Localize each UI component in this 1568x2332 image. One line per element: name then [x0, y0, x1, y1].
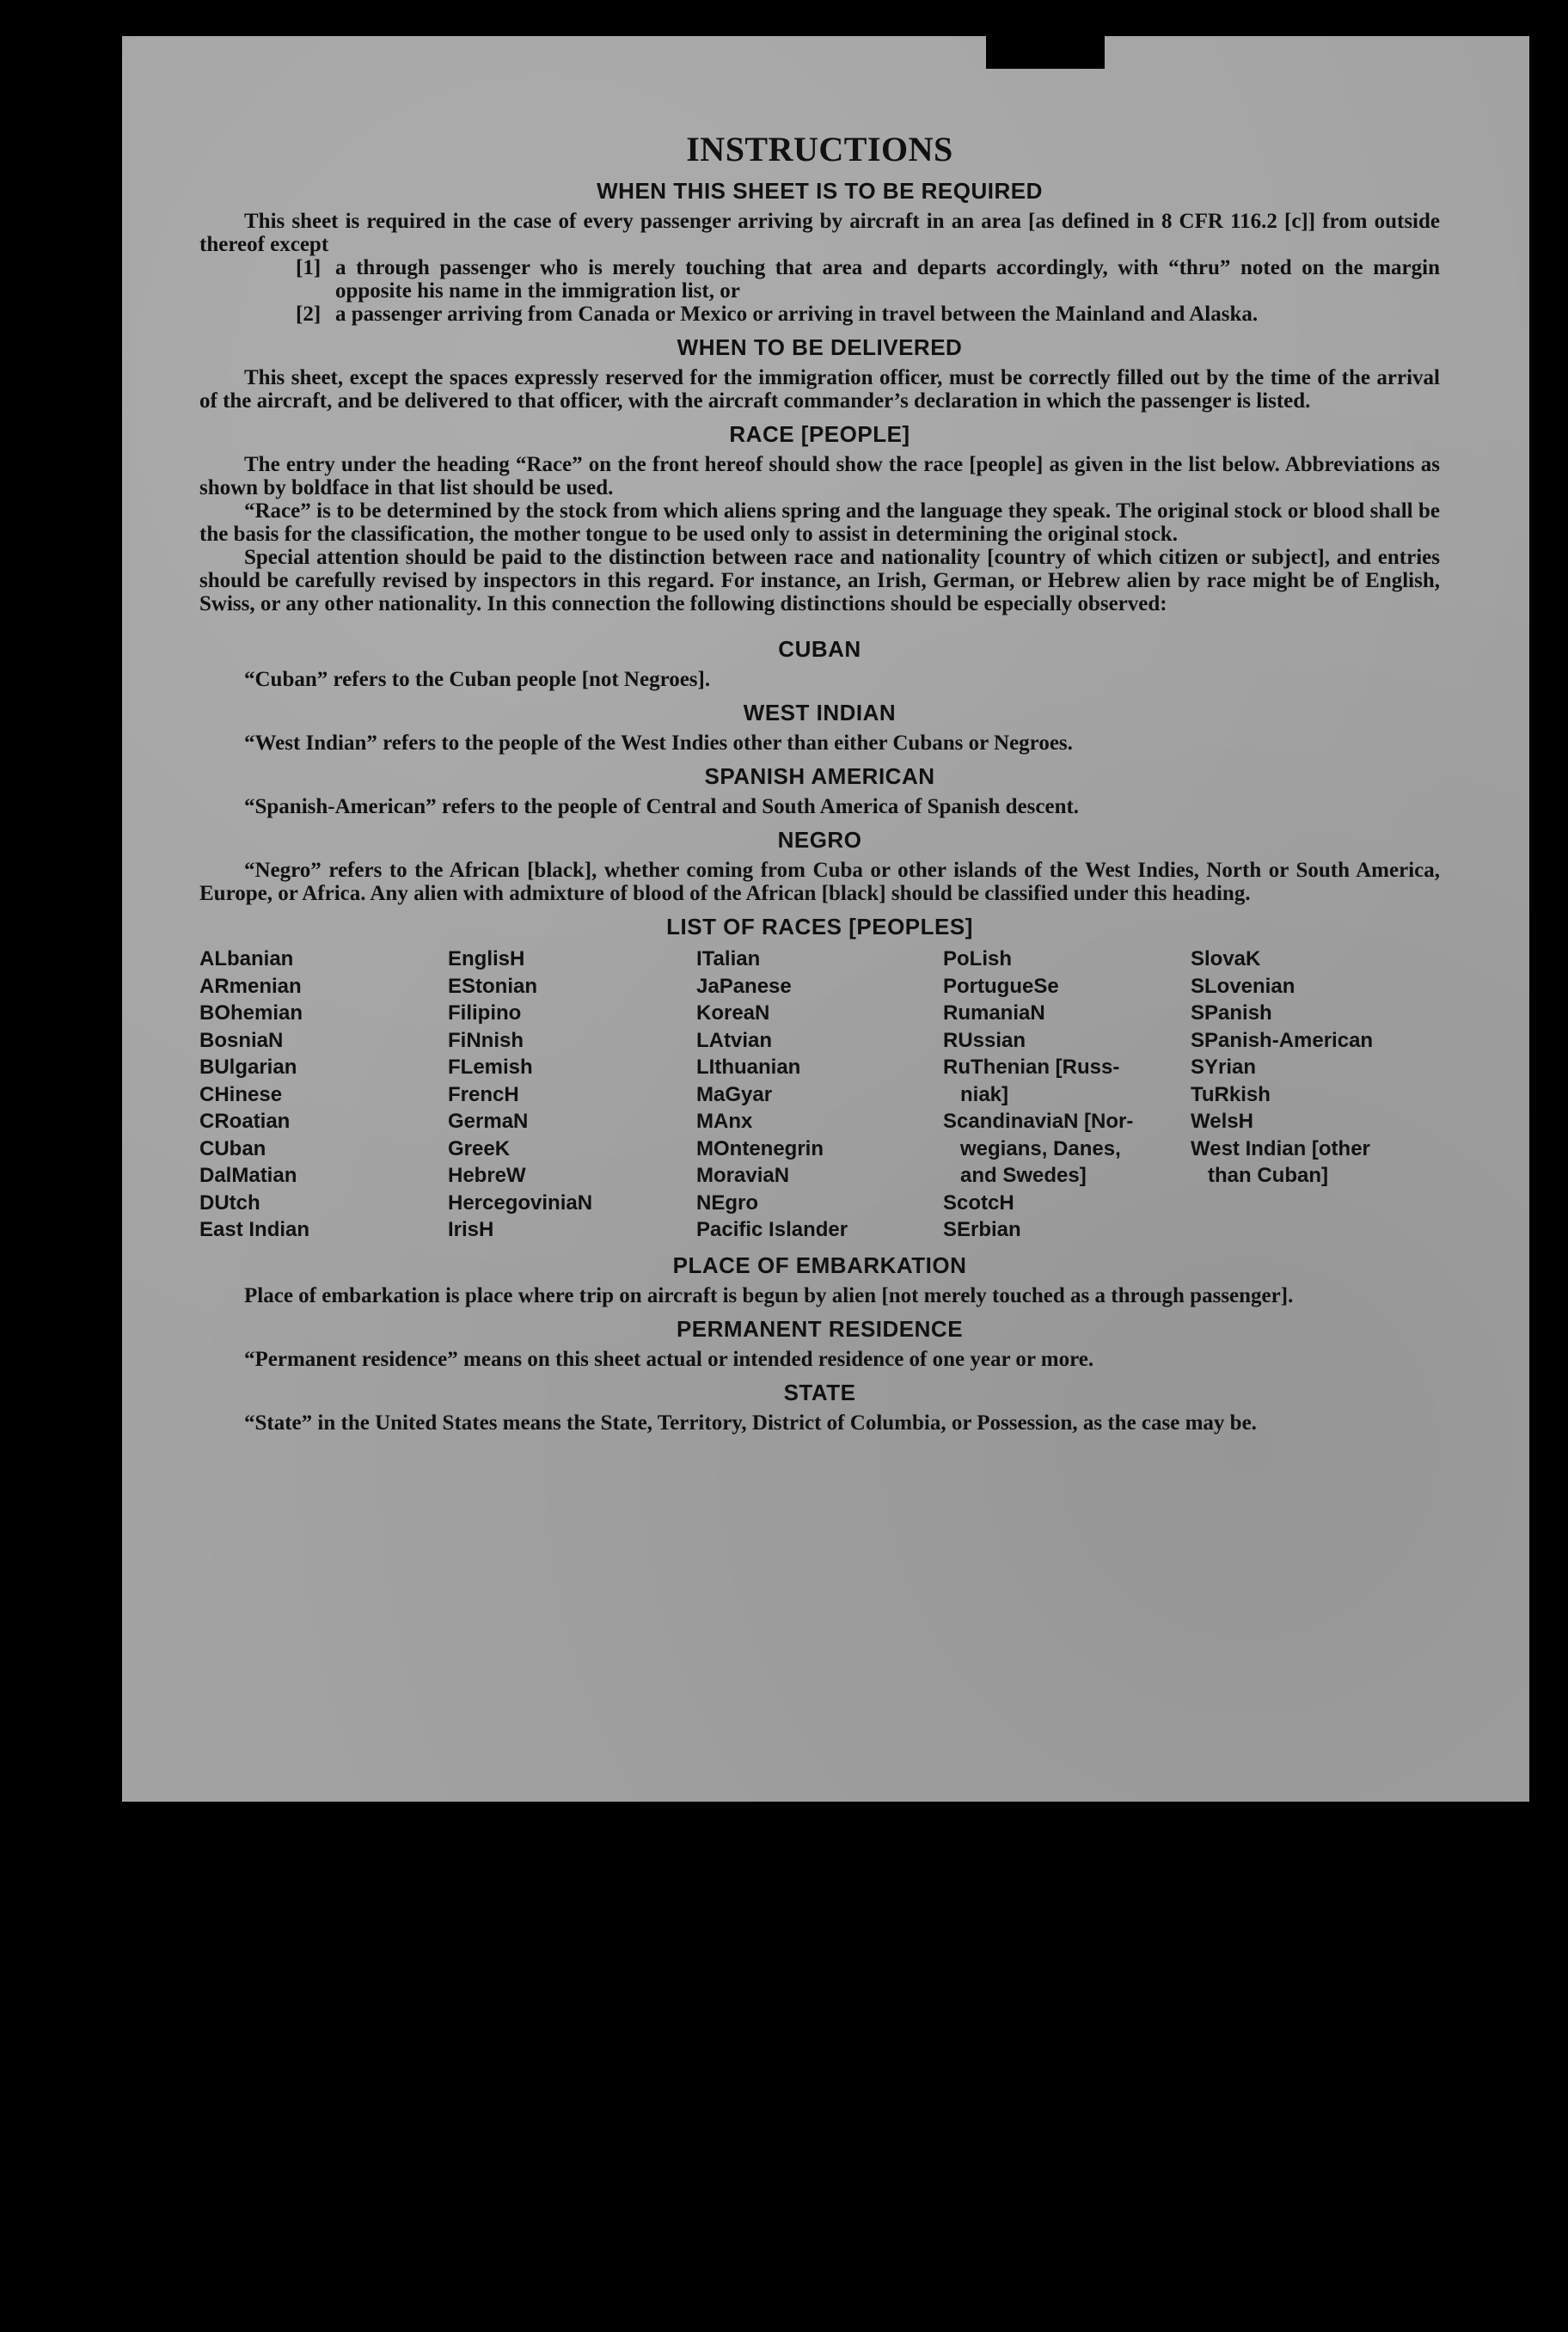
- race-entry: BUlgarian: [199, 1056, 297, 1079]
- race-entry: MaGyar: [696, 1082, 773, 1106]
- race-entry: PortugueSe: [943, 974, 1059, 998]
- residence-text: “Permanent residence” means on this sheet actual or intended residence of one year or more.: [244, 1347, 1094, 1371]
- required-item: [296, 256, 1440, 303]
- required-item: [296, 303, 1440, 326]
- races-column: [1191, 946, 1440, 1244]
- page-title: INSTRUCTIONS: [686, 130, 953, 168]
- race-entry: ITalian: [696, 947, 761, 970]
- race-entry: ALbanian: [199, 947, 294, 970]
- races-column: [199, 946, 448, 1244]
- required-heading: WHEN THIS SHEET IS TO BE REQUIRED: [597, 178, 1043, 204]
- race-entry: LIthuanian: [696, 1056, 801, 1079]
- races-column: [943, 946, 1191, 1244]
- instructions-content: [199, 129, 1440, 1435]
- races-column: [696, 946, 943, 1244]
- race-entry: wegians, Danes,: [943, 1136, 1121, 1160]
- race-entry: ARmenian: [199, 974, 302, 998]
- race-paragraph: “Race” is to be determined by the stock from which aliens spring and the language they speak. The original stock or blood shall be the basis for the classification, the mother tongue to be used only to assist in determining the original stock.: [199, 499, 1440, 546]
- race-entry: LAtvian: [696, 1028, 773, 1052]
- race-entry: SlovaK: [1191, 947, 1261, 970]
- residence-heading: PERMANENT RESIDENCE: [676, 1315, 964, 1342]
- races-list: [199, 946, 1440, 1244]
- delivered-text: This sheet, except the spaces expressly reserved for the immigration officer, must be correctly filled out by the time of the arrival of the aircraft, and be delivered to that officer, with the aircraft commander’s declaration in which the passenger is listed.: [199, 366, 1440, 413]
- race-paragraph: The entry under the heading “Race” on the front hereof should show the race [people] as given in the list below. Abbreviations as shown by boldface in that list should be used.: [199, 453, 1440, 499]
- race-entry: MOntenegrin: [696, 1136, 824, 1160]
- race-entry: SPanish: [1191, 1001, 1272, 1025]
- west-indian-text: “West Indian” refers to the people of the West Indies other than either Cubans or Negroes.: [244, 731, 1073, 755]
- race-entry: SPanish-American: [1191, 1028, 1374, 1052]
- west-indian-heading: WEST INDIAN: [743, 700, 897, 725]
- state-text: “State” in the United States means the State, Territory, District of Columbia, or Possession, as the case may be.: [244, 1411, 1257, 1435]
- race-entry: EStonian: [448, 974, 538, 998]
- item-text: a passenger arriving from Canada or Mexico or arriving in travel between the Mainland and Alaska.: [335, 303, 1259, 326]
- negro-text: “Negro” refers to the African [black], whether coming from Cuba or other islands of the West Indies, North or South America, Europe, or Africa. Any alien with admixture of blood of the African [black] should be classified under this heading.: [199, 859, 1440, 905]
- race-entry: RumaniaN: [943, 1001, 1045, 1025]
- race-entry: CRoatian: [199, 1110, 291, 1133]
- race-entry: GreeK: [448, 1136, 511, 1160]
- negro-heading: NEGRO: [777, 827, 862, 853]
- race-entry: DalMatian: [199, 1164, 297, 1187]
- torn-corner: [986, 34, 1105, 69]
- spanish-american-text: “Spanish-American” refers to the people of Central and South America of Spanish descent.: [244, 795, 1080, 818]
- race-entry: CHinese: [199, 1082, 283, 1106]
- race-entry: KoreaN: [696, 1001, 770, 1025]
- race-heading: RACE [PEOPLE]: [729, 421, 910, 447]
- embarkation-heading: PLACE OF EMBARKATION: [672, 1252, 967, 1278]
- item-number: [2]: [296, 303, 322, 326]
- race-paragraph: Special attention should be paid to the distinction between race and nationality [country of which citizen or subject], and entries should be carefully revised by inspectors in this regard. For instance, an Irish, German, or Hebrew alien by race might be of English, Swiss, or any other nationality. In this connection the following distinctions should be especially observed:: [199, 546, 1440, 615]
- race-entry: RuThenian [Russ-: [943, 1056, 1120, 1079]
- race-entry: HebreW: [448, 1164, 526, 1187]
- race-entry: BosniaN: [199, 1028, 284, 1052]
- race-entry: ScandinaviaN [Nor-: [943, 1110, 1134, 1133]
- race-entry: JaPanese: [696, 974, 792, 998]
- race-entry: EnglisH: [448, 947, 525, 970]
- race-entry: ScotcH: [943, 1190, 1014, 1215]
- race-entry: WelsH: [1191, 1110, 1253, 1133]
- race-entry: IrisH: [448, 1218, 494, 1241]
- race-entry: niak]: [943, 1082, 1009, 1106]
- cuban-heading: CUBAN: [778, 636, 861, 662]
- state-heading: STATE: [783, 1379, 856, 1405]
- race-entry: SLovenian: [1191, 974, 1295, 998]
- race-entry: FiNnish: [448, 1028, 524, 1052]
- item-number: [1]: [296, 256, 322, 279]
- document-sheet: [122, 36, 1529, 1802]
- race-entry: West Indian [other: [1191, 1136, 1370, 1160]
- race-entry: Filipino: [448, 1001, 522, 1025]
- race-entry: TuRkish: [1191, 1082, 1271, 1106]
- races-list-heading: LIST OF RACES [PEOPLES]: [666, 914, 973, 940]
- cuban-text: “Cuban” refers to the Cuban people [not Negroes].: [244, 668, 711, 691]
- race-entry: BOhemian: [199, 1001, 303, 1025]
- spanish-american-heading: SPANISH AMERICAN: [704, 763, 935, 789]
- race-entry: GermaN: [448, 1110, 529, 1133]
- race-entry: DUtch: [199, 1190, 260, 1215]
- race-entry: MAnx: [696, 1110, 753, 1133]
- race-entry: FLemish: [448, 1056, 533, 1079]
- race-entry: HercegoviniaN: [448, 1190, 593, 1215]
- race-entry: and Swedes]: [943, 1164, 1087, 1187]
- embarkation-text: Place of embarkation is place where trip on aircraft is begun by alien [not merely touched as a through passenger].: [244, 1283, 1294, 1307]
- race-entry: East Indian: [199, 1218, 310, 1241]
- race-entry: FrencH: [448, 1082, 519, 1106]
- race-entry: SYrian: [1191, 1056, 1257, 1079]
- race-entry: NEgro: [696, 1190, 758, 1215]
- race-entry: CUban: [199, 1136, 266, 1160]
- item-text: a through passenger who is merely touching that area and departs accordingly, with “thru” noted on the margin opposite his name in the immigration list, or: [335, 256, 1440, 303]
- race-entry: than Cuban]: [1191, 1164, 1328, 1187]
- delivered-heading: WHEN TO BE DELIVERED: [677, 334, 963, 360]
- race-entry: MoraviaN: [696, 1164, 790, 1187]
- races-column: [448, 946, 696, 1244]
- race-entry: RUssian: [943, 1028, 1026, 1052]
- race-entry: Pacific Islander: [696, 1218, 848, 1241]
- race-entry: PoLish: [943, 947, 1013, 970]
- race-entry: SErbian: [943, 1218, 1021, 1241]
- required-intro: This sheet is required in the case of every passenger arriving by aircraft in an area [as defined in 8 CFR 116.2 [c]] from outside thereof except: [199, 210, 1440, 256]
